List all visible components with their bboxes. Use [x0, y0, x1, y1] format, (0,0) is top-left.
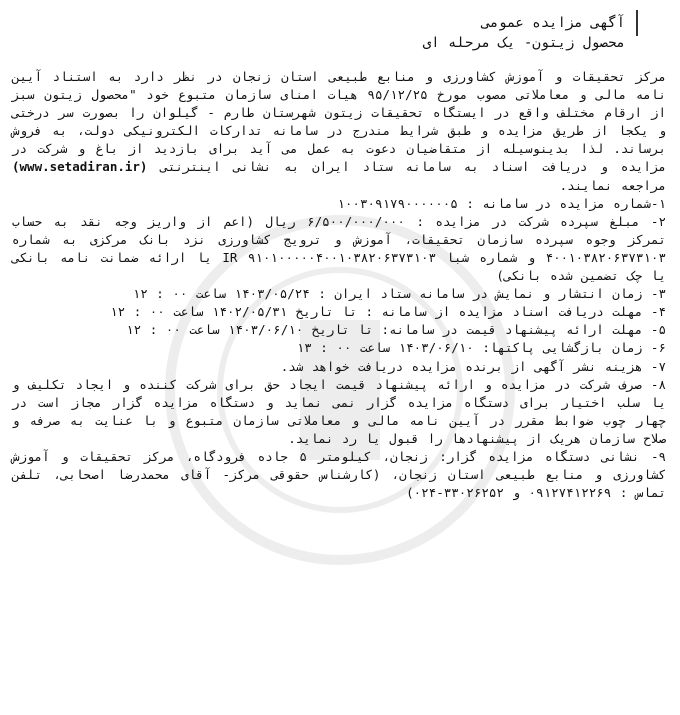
item-deposit-amount: ۲- مبلغ سپرده شرکت در مزایده : ۶/۵۰۰/۰۰۰/۰۰۰ ریال (اعم از واریز وجه نقد به حساب تمرکز وجوه سپرده سازمان تحقیقات، آموزش و ترویج کشاورزی نزد بانک مرکزی به شماره ۴۰۰۱۰۳۸۲۰۶۳۷۳۱۰۳ و شماره شبا IR ۹۱۰۱۰۰۰۰۰۴۰۰۱۰۳۸۲۰۶۳۷۳۱۰۳ یا ارائه ضمانت نامه بانکی یا چک تضمین شده بانکی) [12, 213, 666, 284]
item-bid-deadline: ۵- مهلت ارائه پیشنهاد قیمت در سامانه: تا تاریخ ۱۴۰۳/۰۶/۱۰ ساعت ۰۰ : ۱۲ [126, 322, 666, 338]
setadiran-link[interactable]: (www.setadiran.ir) [12, 159, 148, 175]
corner-bracket-mark [636, 10, 638, 36]
intro-text: مرکز تحقیقات و آموزش کشاورزی و منابع طبیعی استان زنجان در نظر دارد به استناد آیین نامه مالی و معاملاتی مصوب مورخ ۹۵/۱۲/۲۵ هیات امنای سازمان متبوع خود "محصول زیتون سبز از ارقام مختلف واقع در ایستگاه تحقیقات زیتون شهرستان طارم - گیلوان را بصورت سر درختی و یکجا از طریق مزایده و طبق شرایط مندرج در سامانه تدارکات الکترونیکی دولت، به فروش برساند. لذا بدینوسیله از متقاضیان دعوت به عمل می آید برای بازدید از باغ و شرکت در مزایده و دریافت اسناد به سامانه ستاد ایران به نشانی اینترنتی [12, 69, 666, 175]
item-auction-number: ۱-شماره مزایده در سامانه : ۱۰۰۳۰۹۱۷۹۰۰۰۰۰۰۵ [337, 195, 666, 211]
item-publish-time: ۳- زمان انتشار و نمایش در سامانه ستاد ایران : ۱۴۰۳/۰۵/۲۴ ساعت ۰۰ : ۱۲ [132, 286, 666, 302]
intro-tail: مراجعه نمایند. [559, 177, 666, 193]
item-publication-cost: ۷- هزینه نشر آگهی از برنده مزایده دریافت خواهد شد. [280, 358, 666, 374]
item-organizer-address: ۹- نشانی دستگاه مزایده گزار: زنجان، کیلومتر ۵ جاده فرودگاه، مرکز تحقیقات و آموزش کشاورزی و منابع طبیعی استان زنجان، (کارشناس حقوقی مرکز- آقای محمدرضا اصحابی، تلفن تماس : ۰۹۱۲۷۴۱۲۲۶۹ و ۳۳۰۲۶۲۵۲-۰۲۴) [12, 448, 666, 501]
notice-header [65, 14, 625, 52]
item-opening-time: ۶- زمان بازگشایی پاکتها: ۱۴۰۳/۰۶/۱۰ ساعت ۰۰ : ۱۳ [296, 340, 666, 356]
intro-paragraph [12, 68, 666, 195]
item-document-deadline: ۴- مهلت دریافت اسناد مزایده از سامانه : تا تاریخ ۱۴۰۲/۰۵/۳۱ ساعت ۰۰ : ۱۲ [110, 304, 666, 320]
notice-subtitle: محصول زیتون- یک مرحله ای [422, 35, 625, 51]
item-participation-terms: ۸- صرف شرکت در مزایده و ارائه پیشنهاد قیمت ایجاد حق برای شرکت کننده و ایجاد تکلیف و یا سلب اختیار برای دستگاه مزایده گزار نمی نماید و دستگاه مزایده گزار مجاز است در چهار چوب ضوابط مقرر در آیین نامه مالی و معاملاتی سازمان متبوع و با عنایت به صرفه و صلاح سازمان هریک از پیشنهادها را قبول یا رد نماید. [12, 376, 666, 446]
notice-title: آگهی مزایده عمومی [481, 15, 625, 31]
notice-body [12, 68, 666, 502]
